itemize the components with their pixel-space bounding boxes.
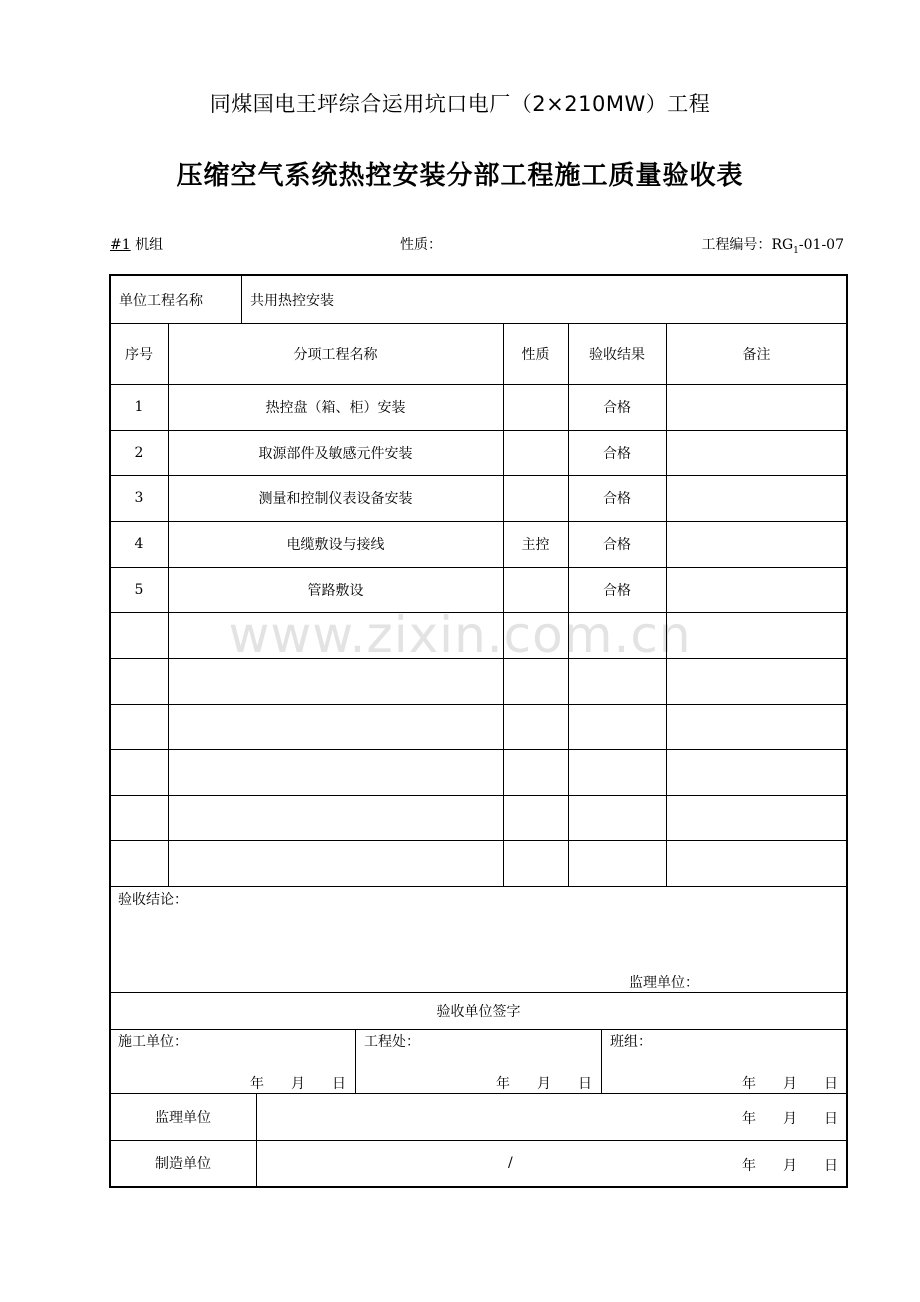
cell-remark bbox=[666, 475, 847, 521]
nature-label: 性质： bbox=[400, 237, 442, 253]
date-year: 年 bbox=[742, 1076, 756, 1092]
engineering-office-label: 工程处： bbox=[364, 1034, 420, 1050]
date-day: 日 bbox=[332, 1076, 346, 1092]
cell-no bbox=[110, 749, 168, 795]
unit-suffix: 机组 bbox=[135, 237, 164, 253]
unit-label bbox=[110, 234, 163, 254]
cell-remark bbox=[666, 840, 847, 886]
project-code bbox=[701, 234, 844, 256]
manufacturer-unit-label: 制造单位 bbox=[155, 1156, 211, 1172]
code-suffix: -01-07 bbox=[798, 237, 844, 253]
table-line bbox=[355, 1029, 356, 1093]
team-label: 班组： bbox=[610, 1034, 652, 1050]
cell-name bbox=[168, 658, 503, 704]
cell-remark bbox=[666, 430, 847, 475]
cell-no: 4 bbox=[134, 536, 144, 552]
code-prefix: RG bbox=[771, 237, 794, 253]
table-line bbox=[601, 1029, 602, 1093]
cell-remark bbox=[666, 704, 847, 749]
cell-nature bbox=[503, 475, 568, 521]
cell-no: 5 bbox=[134, 581, 144, 598]
cell-nature bbox=[503, 430, 568, 475]
col-header-name: 分项工程名称 bbox=[293, 346, 378, 363]
cell-no: 2 bbox=[134, 444, 144, 461]
sign-header: 验收单位签字 bbox=[436, 1003, 521, 1020]
cell-name bbox=[168, 704, 503, 749]
cell-name: 管路敷设 bbox=[307, 582, 364, 599]
date-year: 年 bbox=[496, 1076, 510, 1092]
col-header-remark: 备注 bbox=[742, 346, 771, 363]
cell-name bbox=[168, 840, 503, 886]
cell-remark bbox=[666, 567, 847, 612]
office-date bbox=[496, 1073, 592, 1093]
cell-name bbox=[168, 795, 503, 840]
date-month: 月 bbox=[783, 1111, 797, 1127]
table-line bbox=[110, 886, 847, 887]
cell-nature bbox=[503, 840, 568, 886]
supervision-signature-label: 监理单位： bbox=[629, 975, 699, 991]
date-day: 日 bbox=[824, 1076, 838, 1092]
date-day: 日 bbox=[824, 1158, 838, 1174]
cell-nature bbox=[503, 612, 568, 658]
cell-no: 3 bbox=[134, 490, 144, 506]
cell-nature bbox=[503, 384, 568, 430]
cell-no: 1 bbox=[134, 399, 144, 415]
manufacturer-value: / bbox=[508, 1155, 513, 1171]
cell-name: 电缆敷设与接线 bbox=[286, 537, 385, 553]
cell-no bbox=[110, 795, 168, 840]
form-title: 压缩空气系统热控安装分部工程施工质量验收表 bbox=[176, 161, 744, 191]
cell-no bbox=[110, 612, 168, 658]
date-year: 年 bbox=[742, 1158, 756, 1174]
cell-result: 合格 bbox=[603, 537, 631, 553]
date-month: 月 bbox=[783, 1158, 797, 1174]
cell-nature bbox=[503, 749, 568, 795]
project-title: 同煤国电王坪综合运用坑口电厂（2×210MW）工程 bbox=[209, 92, 711, 116]
cell-name: 取源部件及敏感元件安装 bbox=[258, 445, 413, 462]
conclusion-label: 验收结论： bbox=[118, 892, 188, 908]
date-month: 月 bbox=[537, 1076, 551, 1092]
cell-result: 合格 bbox=[603, 400, 631, 416]
unit-project-label: 单位工程名称 bbox=[119, 292, 203, 309]
cell-nature bbox=[503, 658, 568, 704]
cell-result bbox=[568, 612, 666, 658]
cell-result: 合格 bbox=[603, 445, 631, 462]
col-header-result: 验收结果 bbox=[589, 346, 645, 363]
cell-name: 热控盘（箱、柜）安装 bbox=[265, 400, 406, 416]
date-day: 日 bbox=[578, 1076, 592, 1092]
cell-remark bbox=[666, 658, 847, 704]
cell-remark bbox=[666, 795, 847, 840]
cell-no bbox=[110, 658, 168, 704]
date-day: 日 bbox=[824, 1111, 838, 1127]
table-line bbox=[256, 1093, 257, 1186]
cell-remark bbox=[666, 521, 847, 567]
col-header-no: 序号 bbox=[125, 346, 153, 363]
supervision-unit-label: 监理单位 bbox=[155, 1109, 211, 1126]
cell-result bbox=[568, 795, 666, 840]
cell-result bbox=[568, 658, 666, 704]
cell-remark bbox=[666, 612, 847, 658]
cell-name: 测量和控制仪表设备安装 bbox=[258, 491, 413, 507]
cell-nature bbox=[503, 704, 568, 749]
unit-project-value: 共用热控安装 bbox=[250, 292, 334, 309]
cell-name bbox=[168, 749, 503, 795]
date-month: 月 bbox=[291, 1076, 305, 1092]
cell-name bbox=[168, 612, 503, 658]
date-year: 年 bbox=[250, 1076, 264, 1092]
col-header-nature: 性质 bbox=[521, 346, 550, 363]
date-year: 年 bbox=[742, 1111, 756, 1127]
watermark: www.zixin.com.cn bbox=[228, 606, 692, 664]
cell-result: 合格 bbox=[603, 582, 631, 599]
table-line bbox=[110, 1029, 847, 1030]
cell-nature bbox=[503, 567, 568, 612]
cell-remark bbox=[666, 384, 847, 430]
unit-number: #1 bbox=[110, 237, 131, 253]
team-date bbox=[742, 1073, 838, 1093]
construction-unit-label: 施工单位： bbox=[118, 1034, 188, 1050]
cell-nature bbox=[503, 795, 568, 840]
cell-result bbox=[568, 749, 666, 795]
cell-no bbox=[110, 840, 168, 886]
supervision-date bbox=[742, 1108, 838, 1128]
date-month: 月 bbox=[783, 1076, 797, 1092]
cell-result bbox=[568, 704, 666, 749]
cell-result bbox=[568, 840, 666, 886]
cell-no bbox=[110, 704, 168, 749]
code-label: 工程编号： bbox=[701, 237, 772, 253]
manufacturer-date bbox=[742, 1155, 838, 1175]
cell-nature: 主控 bbox=[521, 537, 550, 553]
code-sub: 1 bbox=[793, 245, 799, 256]
construction-date bbox=[250, 1073, 346, 1093]
cell-remark bbox=[666, 749, 847, 795]
cell-result: 合格 bbox=[603, 491, 631, 507]
